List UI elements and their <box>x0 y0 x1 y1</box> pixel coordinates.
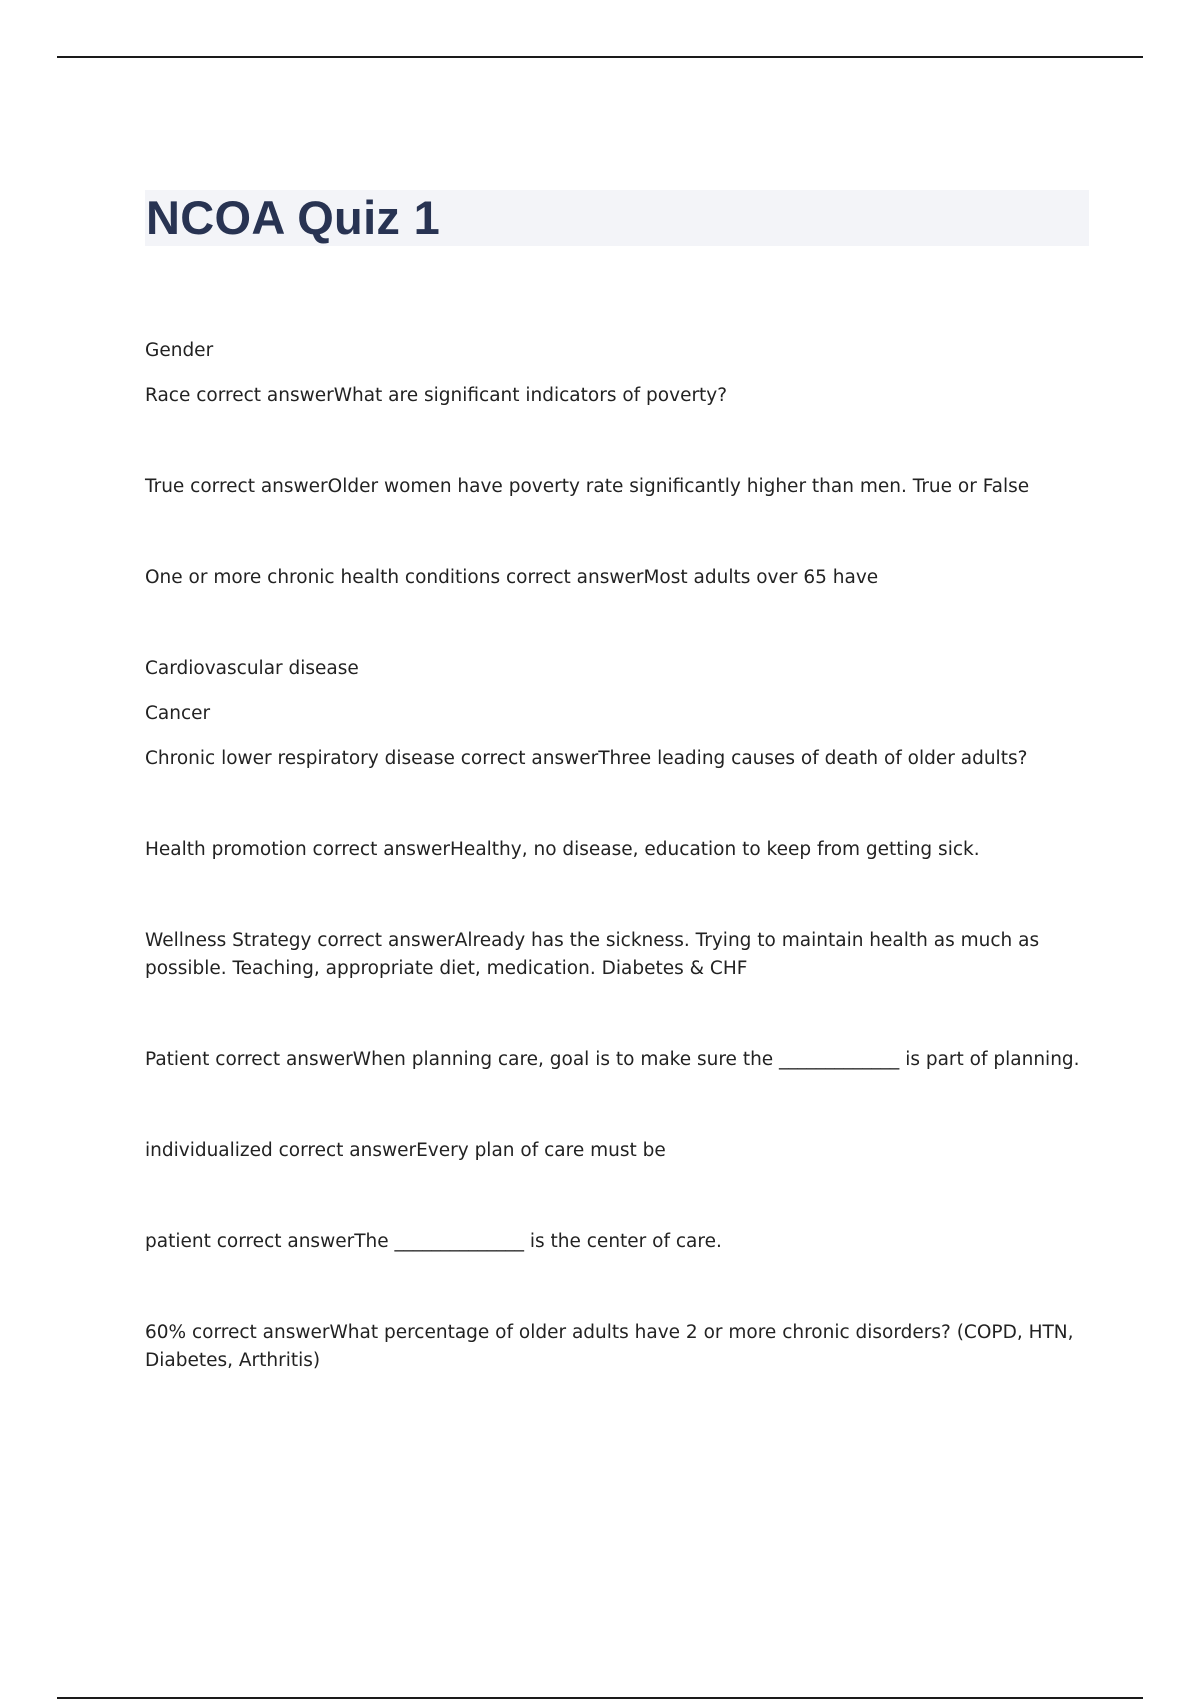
answer-question-paragraph: Wellness Strategy correct answerAlready has the sickness. Trying to maintain health as much as possible. Teaching, appropriate diet, medication. Diabetes & CHF <box>145 930 1040 979</box>
answer-line: Cancer <box>145 703 211 724</box>
answer-question-line: individualized correct answerEvery plan of care must be <box>145 1140 666 1161</box>
answer-question-line: True correct answerOlder women have poverty rate significantly higher than men. True or False <box>145 476 1030 497</box>
answer-line: Gender <box>145 340 214 361</box>
footer-rule <box>57 1697 1143 1699</box>
document-title: NCOA Quiz 1 <box>146 191 441 244</box>
answer-question-line: Race correct answerWhat are significant indicators of poverty? <box>145 385 728 406</box>
answer-question-line: Patient correct answerWhen planning care, goal is to make sure the _____________ is part of planning. <box>145 1049 1080 1070</box>
document-body <box>145 337 1085 1375</box>
answer-line: Cardiovascular disease <box>145 658 359 679</box>
answer-question-line: One or more chronic health conditions correct answerMost adults over 65 have <box>145 567 879 588</box>
answer-question-paragraph: 60% correct answerWhat percentage of older adults have 2 or more chronic disorders? (COPD, HTN, Diabetes, Arthritis) <box>145 1322 1074 1371</box>
answer-question-line: Chronic lower respiratory disease correct answerThree leading causes of death of older adults? <box>145 748 1028 769</box>
answer-question-line: Health promotion correct answerHealthy, no disease, education to keep from getting sick. <box>145 839 980 860</box>
answer-question-line: patient correct answerThe ______________ is the center of care. <box>145 1231 722 1252</box>
header-rule <box>57 56 1143 58</box>
